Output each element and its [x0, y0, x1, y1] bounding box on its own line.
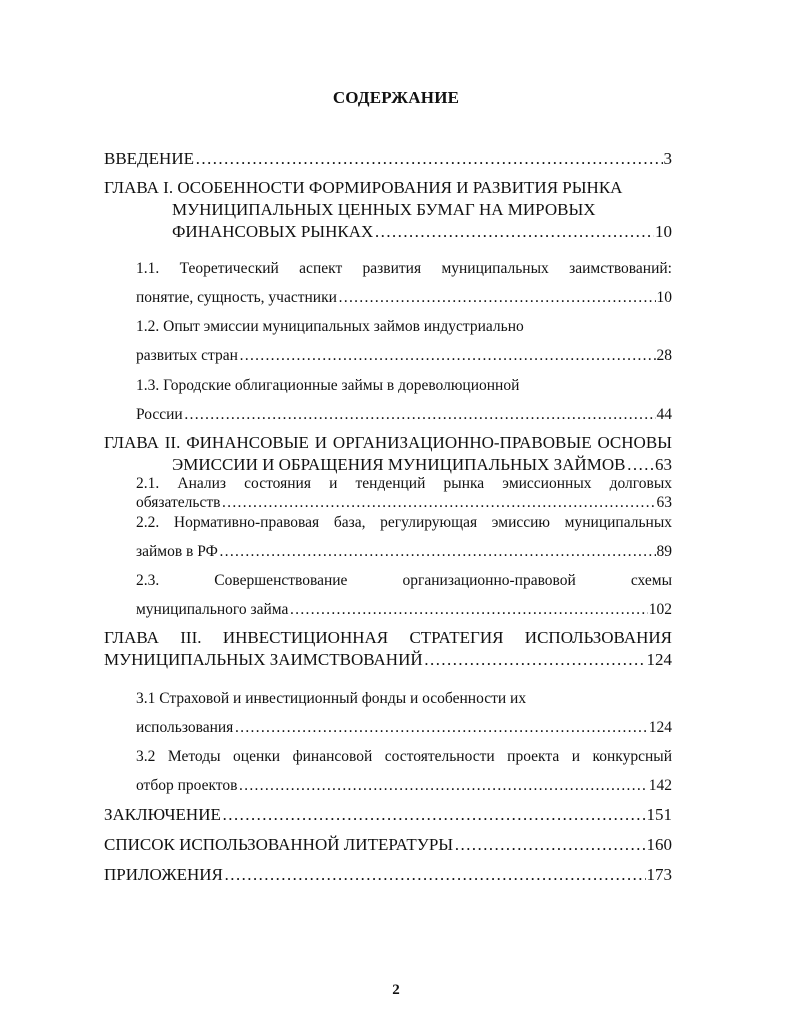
toc-entry-section-2-2-cont[interactable] — [136, 541, 672, 563]
toc-entry-page: 63 — [655, 455, 672, 474]
toc-entry-page: 89 — [656, 543, 672, 560]
toc-entry-label-line-1: 3.2 Методы оценки финансовой состоятельности проекта и конкурсный — [136, 748, 672, 765]
toc-entry-label-line-1: ГЛАВА III. ИНВЕСТИЦИОННАЯ СТРАТЕГИЯ ИСПОЛЬЗОВАНИЯ — [104, 628, 672, 647]
toc-entry-label-line-2: МУНИЦИПАЛЬНЫХ ЗАИМСТВОВАНИЙ — [104, 650, 423, 669]
toc-entry-section-1-2-cont[interactable] — [136, 345, 672, 367]
toc-entry-label-line-1: 1.1. Теоретический аспект развития муниципальных заимствований: — [136, 260, 672, 277]
dot-leader — [238, 775, 647, 797]
dot-leader — [338, 287, 656, 309]
toc-entry-page: 10 — [655, 222, 672, 241]
toc-entry-label-line-1: 1.2. Опыт эмиссии муниципальных займов индустриально — [136, 318, 524, 335]
toc-entry-label-line-2: отбор проектов — [136, 777, 238, 794]
page-title: СОДЕРЖАНИЕ — [332, 88, 460, 107]
dot-leader — [374, 221, 654, 243]
toc-entry-page: 173 — [646, 865, 672, 884]
dot-leader — [184, 404, 656, 426]
toc-entry-label: ПРИЛОЖЕНИЯ — [104, 865, 223, 884]
toc-entry-appendices[interactable] — [104, 864, 672, 886]
dot-leader — [626, 454, 654, 476]
toc-entry-page: 124 — [648, 719, 672, 736]
dot-leader — [454, 834, 645, 856]
toc-entry-label-line-1: 3.1 Страховой и инвестиционный фонды и особенности их — [136, 690, 527, 707]
toc-entry-conclusion[interactable] — [104, 804, 672, 826]
toc-entry-page: 151 — [646, 805, 672, 824]
toc-entry-label-line-1: 2.2. Нормативно-правовая база, регулирующая эмиссию муниципальных — [136, 514, 672, 531]
toc-entry-section-3-1[interactable] — [136, 688, 672, 710]
toc-entry-section-1-2[interactable] — [136, 316, 672, 338]
toc-entry-page: 102 — [648, 601, 672, 618]
toc-entry-section-2-3[interactable] — [136, 570, 672, 592]
dot-leader — [195, 148, 663, 170]
toc-entry-section-2-3-cont[interactable] — [136, 599, 672, 621]
toc-entry-label-line-2: ЭМИССИИ И ОБРАЩЕНИЯ МУНИЦИПАЛЬНЫХ ЗАЙМОВ — [172, 455, 626, 474]
toc-entry-page: 28 — [656, 347, 672, 364]
toc-entry-label-line-3: ФИНАНСОВЫХ РЫНКАХ — [172, 222, 374, 241]
dot-leader — [222, 804, 646, 826]
toc-entry-label-line-2: займов в РФ — [136, 543, 218, 560]
toc-entry-section-2-2[interactable] — [136, 512, 672, 534]
toc-entry-page: 10 — [656, 289, 672, 306]
toc-entry-label-line-2: использования — [136, 719, 234, 736]
toc-entry-chapter-2[interactable] — [104, 432, 672, 476]
toc-entry-label: ЗАКЛЮЧЕНИЕ — [104, 805, 221, 824]
toc-entry-label-line-1: 2.1. Анализ состояния и тенденций рынка эмиссионных долговых — [136, 475, 672, 492]
toc-entry-page: 160 — [646, 835, 672, 854]
page-number: 2 — [392, 982, 400, 998]
toc-entry-section-1-1-cont[interactable] — [136, 287, 672, 309]
toc-entry-label-line-1: 1.3. Городские облигационные займы в дореволюционной — [136, 377, 520, 394]
toc-entry-page: 124 — [646, 650, 672, 669]
toc-entry-label-line-2: обязательств — [136, 494, 221, 511]
toc-entry-label-line-2: муниципального займа — [136, 601, 289, 618]
toc-entry-page: 142 — [648, 777, 672, 794]
toc-entry-chapter-3[interactable] — [104, 627, 672, 671]
dot-leader — [239, 345, 656, 367]
toc-entry-label-line-2: МУНИЦИПАЛЬНЫХ ЦЕННЫХ БУМАГ НА МИРОВЫХ — [172, 200, 596, 219]
dot-leader — [224, 864, 646, 886]
toc-entry-section-3-2[interactable] — [136, 746, 672, 768]
toc-entry-section-3-2-cont[interactable] — [136, 775, 672, 797]
toc-entry-label-line-1: ГЛАВА I. ОСОБЕННОСТИ ФОРМИРОВАНИЯ И РАЗВИТИЯ РЫНКА — [104, 178, 623, 197]
toc-entry-label-line-2: развитых стран — [136, 347, 238, 364]
toc-entry-section-1-1[interactable] — [136, 258, 672, 280]
dot-leader — [289, 599, 647, 621]
dot-leader — [234, 717, 647, 739]
toc-entry-section-1-3[interactable] — [136, 375, 672, 397]
table-of-contents — [104, 0, 672, 1024]
toc-entry-label: ВВЕДЕНИЕ — [104, 149, 194, 168]
toc-entry-section-1-3-cont[interactable] — [136, 404, 672, 426]
toc-entry-page: 3 — [663, 149, 672, 168]
toc-entry-chapter-1[interactable] — [104, 177, 672, 243]
dot-leader — [219, 541, 656, 563]
toc-entry-label-line-1: 2.3. Совершенствование организационно-правовой схемы — [136, 572, 672, 589]
toc-entry-label-line-1: ГЛАВА II. ФИНАНСОВЫЕ И ОРГАНИЗАЦИОННО-ПРАВОВЫЕ ОСНОВЫ — [104, 433, 672, 452]
toc-entry-label-line-2: России — [136, 406, 183, 423]
toc-entry-page: 63 — [656, 494, 672, 511]
toc-entry-section-3-1-cont[interactable] — [136, 717, 672, 739]
toc-entry-section-2-1[interactable] — [136, 474, 672, 512]
dot-leader — [424, 649, 646, 671]
dot-leader — [221, 493, 655, 512]
toc-entry-introduction[interactable] — [104, 148, 672, 170]
toc-entry-references[interactable] — [104, 834, 672, 856]
toc-entry-label-line-2: понятие, сущность, участники — [136, 289, 337, 306]
toc-entry-page: 44 — [656, 406, 672, 423]
toc-entry-label: СПИСОК ИСПОЛЬЗОВАННОЙ ЛИТЕРАТУРЫ — [104, 835, 454, 854]
